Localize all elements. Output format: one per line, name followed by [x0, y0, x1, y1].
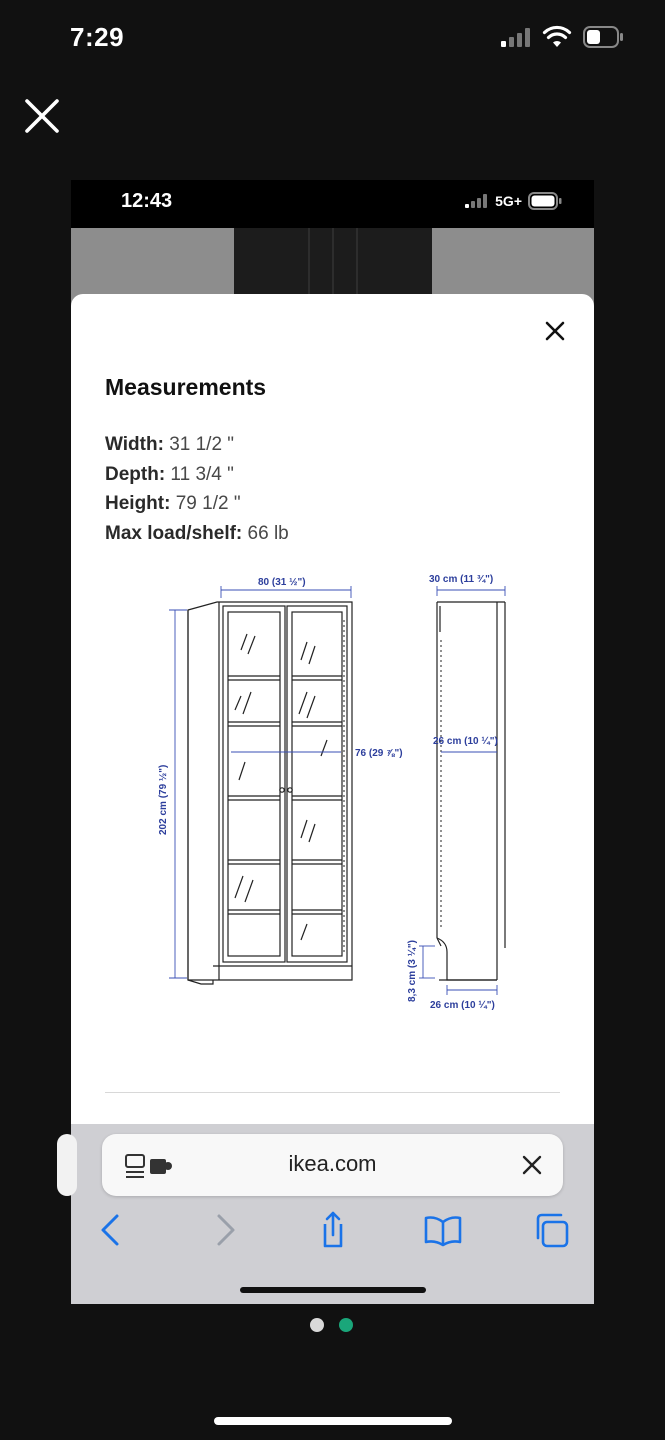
- width-dim-label: 80 (31 ½"): [258, 577, 306, 588]
- inner-screenshot: [71, 180, 594, 1304]
- page-indicator: [310, 1318, 353, 1332]
- url-text[interactable]: ikea.com: [288, 1151, 377, 1176]
- forward-icon[interactable]: [205, 1210, 245, 1250]
- inner-signal-icon: [465, 194, 489, 208]
- plinth-dim-label: 8,3 cm (3 ¼"): [407, 940, 418, 1002]
- back-icon[interactable]: [91, 1210, 131, 1250]
- bookmarks-icon[interactable]: [423, 1210, 463, 1250]
- page-dot-2[interactable]: [339, 1318, 353, 1332]
- inner-depth-dim-label: 26 cm (10 ¼"): [433, 736, 498, 747]
- divider: [105, 1092, 560, 1093]
- clear-url-icon[interactable]: [521, 1154, 543, 1176]
- tabs-icon[interactable]: [533, 1210, 573, 1250]
- inner-battery-icon: [528, 192, 562, 210]
- inner-status-icons: [465, 192, 562, 210]
- inner-width-dim-label: 76 (29 ⅞"): [355, 748, 403, 759]
- status-time: 7:29: [70, 22, 125, 52]
- status-icons: [501, 26, 623, 48]
- cellular-signal-icon: [501, 27, 531, 47]
- inner-status-time: 12:43: [121, 190, 173, 212]
- depth-dim-label: 30 cm (11 ¾"): [429, 574, 494, 585]
- address-bar[interactable]: [102, 1134, 563, 1196]
- modal-title: Measurements: [105, 374, 267, 400]
- network-label: 5G+: [495, 193, 522, 209]
- spec-height: Height: 79 1/2 ": [105, 493, 241, 514]
- base-depth-dim-label: 26 cm (10 ¼"): [430, 1000, 495, 1011]
- close-viewer-icon[interactable]: [22, 96, 62, 136]
- wifi-icon: [543, 26, 571, 48]
- spec-max-load: Max load/shelf: 66 lb: [105, 522, 289, 544]
- page-dot-1[interactable]: [310, 1318, 324, 1332]
- height-dim-label: 202 cm (79 ½"): [158, 764, 169, 835]
- home-indicator: [214, 1417, 452, 1425]
- share-icon[interactable]: [312, 1210, 352, 1250]
- spec-depth: Depth: 11 3/4 ": [105, 463, 234, 485]
- battery-icon: [583, 26, 623, 48]
- inner-home-indicator: [240, 1287, 426, 1293]
- dimension-diagram: [151, 574, 521, 1040]
- spec-width: Width: 31 1/2 ": [105, 434, 235, 455]
- close-icon[interactable]: [544, 320, 566, 342]
- previous-tab-peek[interactable]: [57, 1134, 77, 1196]
- safari-bottom-bar: [71, 1124, 594, 1304]
- spec-list: [105, 430, 289, 548]
- measurements-modal: [71, 294, 594, 1124]
